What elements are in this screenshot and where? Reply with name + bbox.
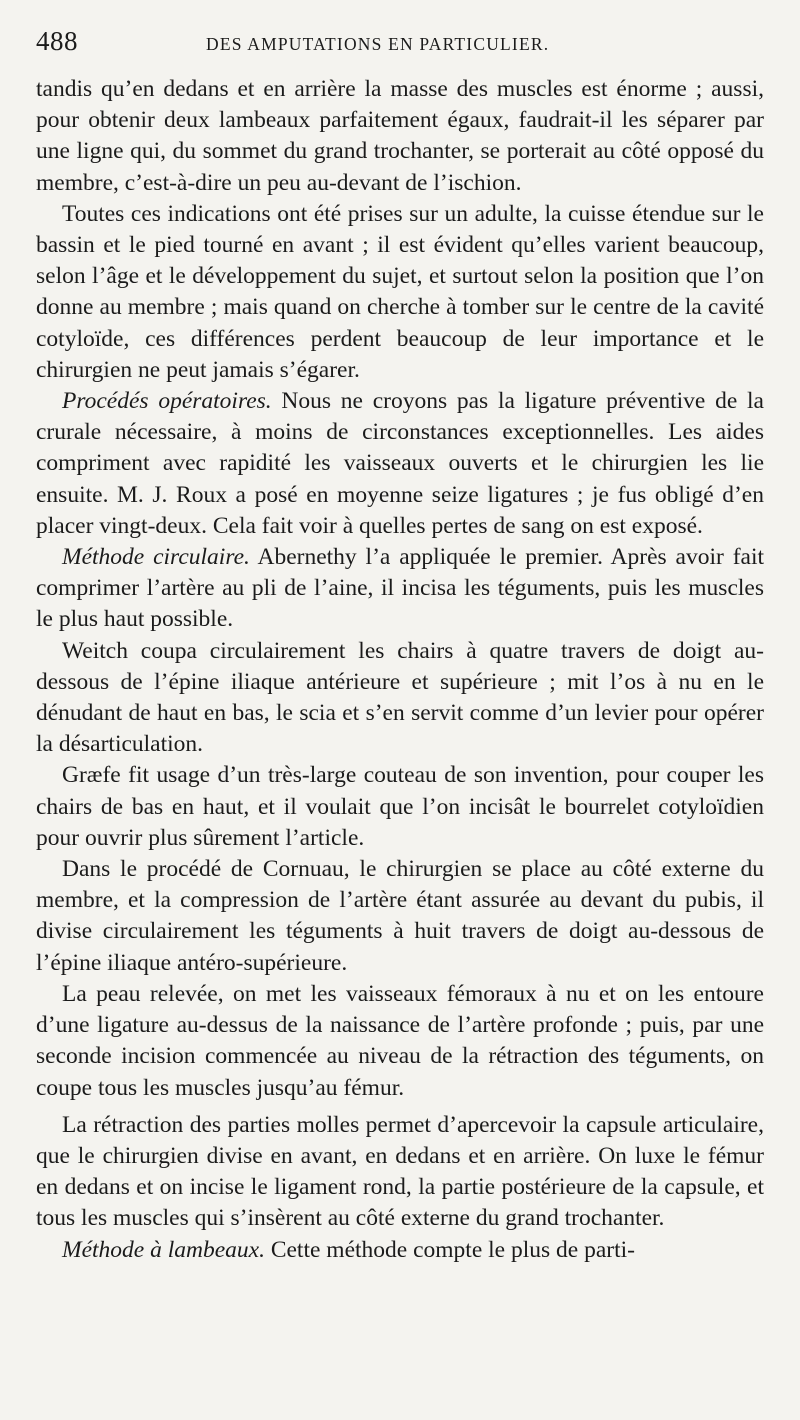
body-text xyxy=(36,74,764,1266)
paragraph-procedes-operatoires xyxy=(36,386,764,542)
paragraph xyxy=(36,760,764,854)
running-title: DES AMPUTATIONS EN PARTICULIER. xyxy=(206,34,550,54)
paragraph-methode-a-lambeaux xyxy=(36,1235,764,1266)
paragraph-text: Weitch coupa circulairement les chairs à quatre travers de doigt au-dessous de l’épine iliaque antérieure et supérieure ; mit l’os à nu en le dénudant de haut en bas, le scia et s’en servit comme d’un levier pour opérer la désarticulation. xyxy=(36,637,764,758)
section-heading: Méthode à lambeaux. xyxy=(62,1236,265,1263)
paragraph-text: Græfe fit usage d’un très-large couteau de son invention, pour couper les chairs de bas en haut, et il voulait que l’on incisât le bourrelet cotyloïdien pour ouvrir plus sûrement l’article. xyxy=(36,762,764,851)
paragraph-continued xyxy=(36,74,764,199)
paragraph-text: Toutes ces indications ont été prises sur un adulte, la cuisse étendue sur le bassin et le pied tourné en avant ; il est évident qu’elles varient beaucoup, selon l’âge et le développement du sujet, et surtout selon la position que l’on donne au membre ; mais quand on cherche à tomber sur le centre de la cavité cotyloïde, ces différences perdent beaucoup de leur importance et le chirurgien ne peut jamais s’égarer. xyxy=(36,200,764,383)
page-number: 488 xyxy=(36,26,78,56)
paragraph xyxy=(36,636,764,761)
paragraph xyxy=(36,854,764,979)
paragraph-text: La peau relevée, on met les vaisseaux fémoraux à nu et on les entoure d’une ligature au-dessus de la naissance de l’artère profonde ; puis, par une seconde incision commencée au niveau de la rétraction des téguments, on coupe tous les muscles jusqu’au fémur. xyxy=(36,980,764,1101)
paragraph-text: Dans le procédé de Cornuau, le chirurgien se place au côté externe du membre, et la compression de l’artère étant assurée au devant du pubis, il divise circulairement les téguments à huit travers de doigt au-dessous de l’épine iliaque antéro-supérieure. xyxy=(36,856,764,976)
paragraph-text: Cette méthode compte le plus de parti- xyxy=(264,1236,635,1263)
paragraph-text: Nous ne croyons pas la ligature préventive de la crurale nécessaire, à moins de circonstances exceptionnelles. Les aides compriment avec rapidité les vaisseaux ouverts et le chirurgien les lie ensuite. M. J. Roux a posé en moyenne seize ligatures ; je fus obligé d’en placer vingt-deux. Cela fait voir à quelles pertes de sang on est exposé. xyxy=(36,388,764,539)
section-heading: Procédés opératoires. xyxy=(62,388,272,415)
paragraph-text: tandis qu’en dedans et en arrière la masse des muscles est énorme ; aussi, pour obtenir deux lambeaux parfaitement égaux, faudrait-il les séparer par une ligne qui, du sommet du grand trochanter, se porterait au côté opposé du membre, c’est-à-dire un peu au-devant de l’ischion. xyxy=(36,76,764,196)
paragraph-methode-circulaire xyxy=(36,542,764,636)
paragraph-text: La rétraction des parties molles permet d’apercevoir la capsule articulaire, que le chirurgien divise en avant, en dedans et en arrière. On luxe le fémur en dedans et on incise le ligament rond, la partie postérieure de la capsule, et tous les muscles qui s’insèrent au côté externe du grand trochanter. xyxy=(36,1111,764,1232)
paragraph-text: Abernethy l’a appliquée le premier. Après avoir fait comprimer l’artère au pli de l’aine, il incisa les téguments, puis les muscles le plus haut possible. xyxy=(36,544,765,633)
running-header xyxy=(36,26,764,66)
section-heading: Méthode circulaire. xyxy=(62,544,250,571)
paragraph xyxy=(36,1110,764,1235)
paragraph xyxy=(36,199,764,386)
paragraph xyxy=(36,979,764,1104)
